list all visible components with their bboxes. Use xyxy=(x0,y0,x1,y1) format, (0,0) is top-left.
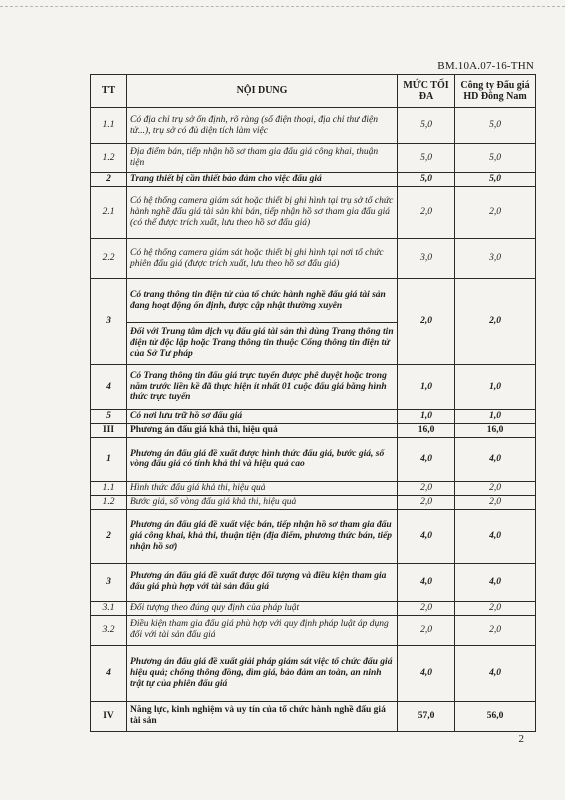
row-max: 57,0 xyxy=(398,701,455,731)
row-company: 16,0 xyxy=(455,423,536,437)
criteria-table xyxy=(90,74,536,732)
row-content: Năng lực, kinh nghiệm và uy tín của tổ chức hành nghề đấu giá tài sản xyxy=(127,701,398,731)
row-max: 4,0 xyxy=(398,509,455,563)
row-content: Có địa chỉ trụ sở ổn định, rõ ràng (số điện thoại, địa chỉ thư điện tử...), trụ sở có đủ diện tích làm việc xyxy=(127,108,398,144)
table-row xyxy=(91,187,536,239)
row-company: 56,0 xyxy=(455,701,536,731)
row-content: Phương án đấu giá đề xuất được đối tượng và điều kiện tham gia đấu giá phù hợp với tài sản đấu giá xyxy=(127,563,398,601)
row-company: 2,0 xyxy=(455,279,536,365)
row-content-a: Có trang thông tin điện tử của tổ chức hành nghề đấu giá tài sản đang hoạt động ổn định, được cập nhật thường xuyên xyxy=(127,279,398,323)
row-tt: 4 xyxy=(91,365,127,410)
row-max: 5,0 xyxy=(398,144,455,173)
table-row xyxy=(91,615,536,645)
row-company: 2,0 xyxy=(455,187,536,239)
top-scan-line xyxy=(0,6,565,8)
header-max: MỨC TỐI ĐA xyxy=(398,75,455,108)
row-max: 4,0 xyxy=(398,645,455,701)
row-company: 2,0 xyxy=(455,601,536,615)
row-tt: 3.2 xyxy=(91,615,127,645)
table-row xyxy=(91,563,536,601)
table-row xyxy=(91,239,536,279)
table-row xyxy=(91,601,536,615)
page-number: 2 xyxy=(518,733,524,745)
row-tt: 2 xyxy=(91,509,127,563)
row-tt: 3 xyxy=(91,279,127,365)
row-tt: 1.2 xyxy=(91,144,127,173)
header-tt: TT xyxy=(91,75,127,108)
row-company: 2,0 xyxy=(455,615,536,645)
table-row xyxy=(91,108,536,144)
row-company: 5,0 xyxy=(455,144,536,173)
row-max: 16,0 xyxy=(398,423,455,437)
row-content: Có Trang thông tin đấu giá trực tuyến được phê duyệt hoặc trong năm trước liền kề đã thực hiện ít nhất 01 cuộc đấu giá bằng hình thức trực tuyến xyxy=(127,365,398,410)
row-content: Có nơi lưu trữ hồ sơ đấu giá xyxy=(127,410,398,424)
row-company: 3,0 xyxy=(455,239,536,279)
section-row xyxy=(91,701,536,731)
row-content: Có hệ thống camera giám sát hoặc thiết bị ghi hình tại trụ sở tổ chức hành nghề đấu giá tài sản khi bán, tiếp nhận hồ sơ tham gia đấu giá (có thể được trích xuất, lưu theo hồ sơ đấu giá) xyxy=(127,187,398,239)
row-content: Có hệ thống camera giám sát hoặc thiết bị ghi hình tại nơi tổ chức phiên đấu giá (được trích xuất, lưu theo hồ sơ đấu giá) xyxy=(127,239,398,279)
table-header-row xyxy=(91,75,536,108)
row-tt: 2 xyxy=(91,173,127,187)
header-company: Công ty Đấu giá HD Đông Nam xyxy=(455,75,536,108)
table-row xyxy=(91,495,536,509)
section-row xyxy=(91,423,536,437)
row-tt: 1 xyxy=(91,437,127,481)
row-tt: 3 xyxy=(91,563,127,601)
row-content: Địa điểm bán, tiếp nhận hồ sơ tham gia đấu giá công khai, thuận tiện xyxy=(127,144,398,173)
row-max: 2,0 xyxy=(398,187,455,239)
row-max: 5,0 xyxy=(398,173,455,187)
row-company: 5,0 xyxy=(455,108,536,144)
row-content: Phương án đấu giá đề xuất giải pháp giám sát việc tổ chức đấu giá hiệu quả; chống thông đồng, dìm giá, bảo đảm an toàn, an ninh trật tự của phiên đấu giá xyxy=(127,645,398,701)
row-tt: III xyxy=(91,423,127,437)
row-tt: 2.1 xyxy=(91,187,127,239)
row-max: 2,0 xyxy=(398,481,455,495)
row-company: 5,0 xyxy=(455,173,536,187)
row-max: 3,0 xyxy=(398,239,455,279)
row-content: Phương án đấu giá đề xuất việc bán, tiếp nhận hồ sơ tham gia đấu giá công khai, khả thi, thuận tiện (địa điểm, phương thức bán, tiếp nhận hồ sơ) xyxy=(127,509,398,563)
table-row xyxy=(91,437,536,481)
row-content: Đối tượng theo đúng quy định của pháp luật xyxy=(127,601,398,615)
row-company: 4,0 xyxy=(455,437,536,481)
row-max: 2,0 xyxy=(398,601,455,615)
header-content: NỘI DUNG xyxy=(127,75,398,108)
row-content: Bước giá, số vòng đấu giá khả thi, hiệu quả xyxy=(127,495,398,509)
row-company: 2,0 xyxy=(455,495,536,509)
table-row xyxy=(91,410,536,424)
table-row xyxy=(91,365,536,410)
row-tt: 1.1 xyxy=(91,481,127,495)
row-company: 4,0 xyxy=(455,645,536,701)
row-company: 2,0 xyxy=(455,481,536,495)
row-tt: 2.2 xyxy=(91,239,127,279)
table-row xyxy=(91,645,536,701)
row-content-b: Đối với Trung tâm dịch vụ đấu giá tài sản thì dùng Trang thông tin điện tử độc lập hoặc Trang thông tin thuộc Cổng thông tin điện tử của Sở Tư pháp xyxy=(127,323,398,365)
row-tt: 1.2 xyxy=(91,495,127,509)
row-content: Trang thiết bị cần thiết bảo đảm cho việc đấu giá xyxy=(127,173,398,187)
row-tt: 3.1 xyxy=(91,601,127,615)
row-max: 4,0 xyxy=(398,563,455,601)
row-max: 2,0 xyxy=(398,279,455,365)
row-content: Phương án đấu giá khả thi, hiệu quả xyxy=(127,423,398,437)
document-code: BM.10A.07-16-THN xyxy=(437,60,534,72)
row-content: Điều kiện tham gia đấu giá phù hợp với quy định pháp luật áp dụng đối với tài sản đấu giá xyxy=(127,615,398,645)
row-max: 2,0 xyxy=(398,495,455,509)
row-max: 2,0 xyxy=(398,615,455,645)
row-tt: IV xyxy=(91,701,127,731)
row-company: 4,0 xyxy=(455,563,536,601)
table-row xyxy=(91,279,536,323)
row-company: 1,0 xyxy=(455,410,536,424)
row-max: 5,0 xyxy=(398,108,455,144)
table-row xyxy=(91,509,536,563)
row-tt: 4 xyxy=(91,645,127,701)
row-content: Hình thức đấu giá khả thi, hiệu quả xyxy=(127,481,398,495)
row-tt: 5 xyxy=(91,410,127,424)
row-company: 4,0 xyxy=(455,509,536,563)
row-company: 1,0 xyxy=(455,365,536,410)
table-row xyxy=(91,173,536,187)
row-max: 1,0 xyxy=(398,410,455,424)
row-tt: 1.1 xyxy=(91,108,127,144)
table-row xyxy=(91,144,536,173)
table-row xyxy=(91,481,536,495)
row-max: 4,0 xyxy=(398,437,455,481)
row-max: 1,0 xyxy=(398,365,455,410)
row-content: Phương án đấu giá đề xuất được hình thức đấu giá, bước giá, số vòng đấu giá có tính khả thi và hiệu quả cao xyxy=(127,437,398,481)
